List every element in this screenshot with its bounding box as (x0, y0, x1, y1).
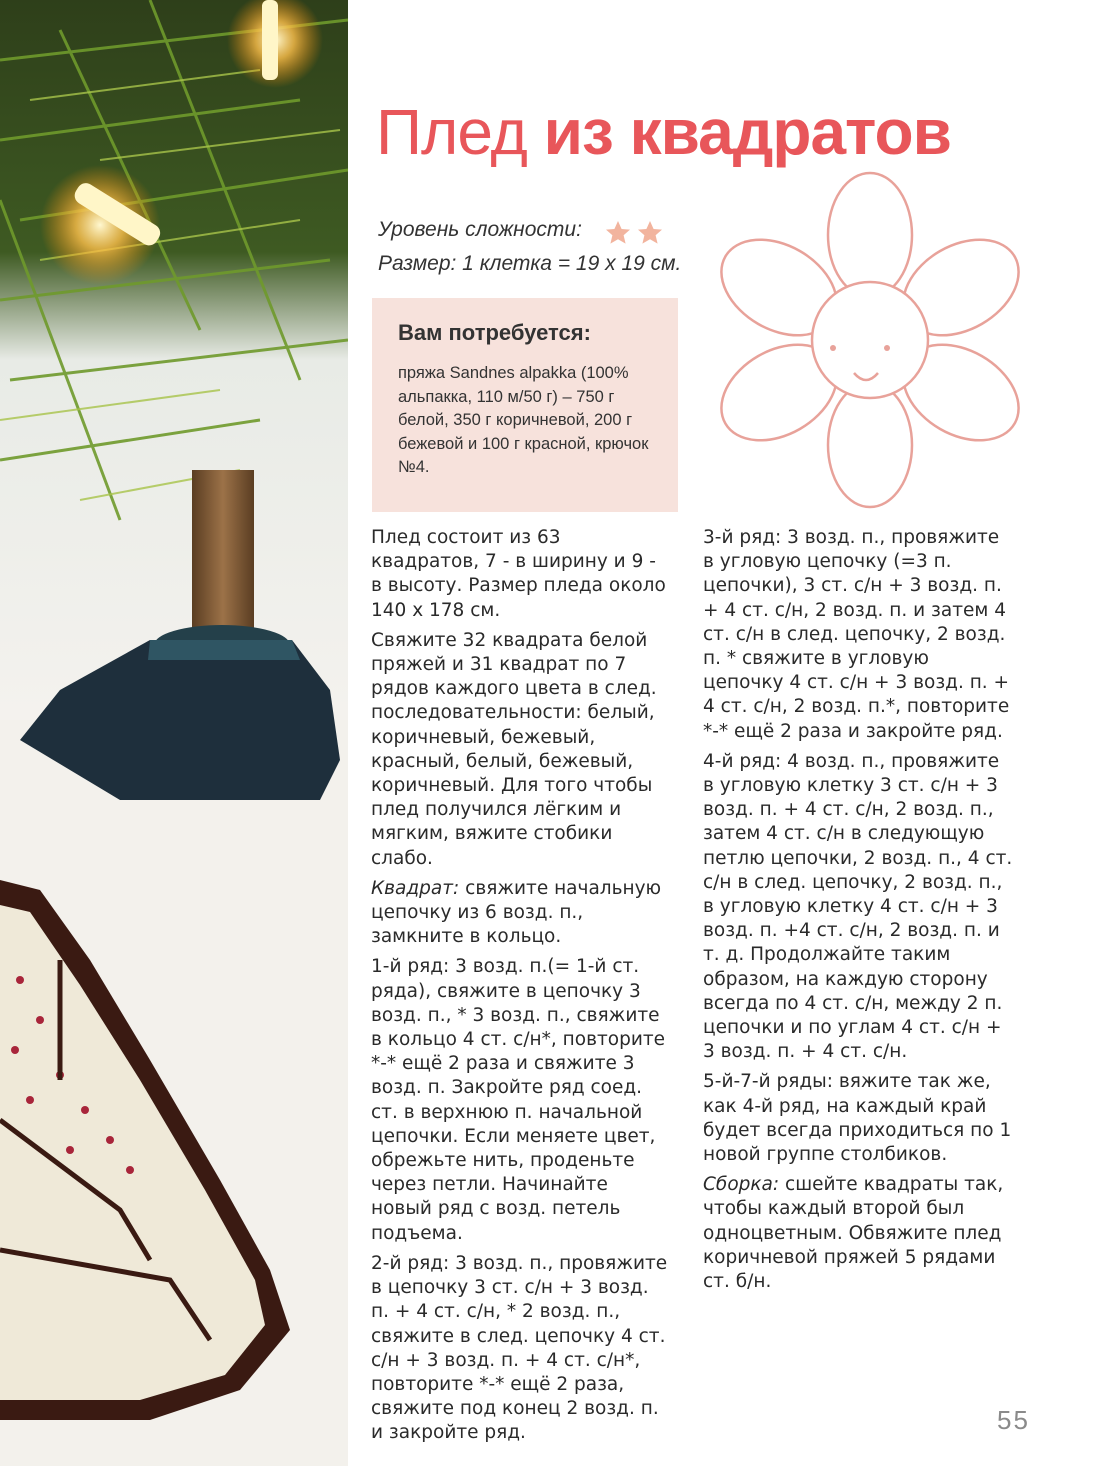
section-label: Сборка: (703, 1174, 780, 1196)
instructions-column-2 (703, 526, 1013, 1300)
materials-heading: Вам потребуется: (398, 320, 591, 345)
paragraph: 3-й ряд: 3 возд. п., провяжите в угловую цепочку (=3 п. цепочки), 3 ст. с/н + 3 возд. п. + 4 ст. с/н, 2 возд. п. и затем 4 ст. с/н в след. цепочку, 2 возд. п. * свяжите в угловую цепочку 4 ст. с/н + 3 возд. п. + 4 ст. с/н, 2 возд. п.*, повторите *-* ещё 2 раза и закройте ряд. (703, 527, 1010, 742)
paragraph (371, 877, 671, 950)
flower-illustration (690, 165, 1040, 515)
size-text: Размер: 1 клетка = 19 х 19 см. (378, 252, 682, 275)
title-part1: Плед (376, 96, 527, 168)
paragraph: Плед состоит из 63 квадратов, 7 - в ширину и 9 - в высоту. Размер пледа около 140 х 178 см. (371, 527, 666, 621)
section-label: Квадрат: (371, 877, 460, 899)
paragraph: 4-й ряд: 4 возд. п., провяжите в угловую клетку 3 ст. с/н + 3 возд. п. + 4 ст. с/н, 2 возд. п., затем 4 ст. с/н в следующую петлю цепочки, 2 возд. п., 4 ст. с/н в след. цепочку, 2 возд. п., в угловую клетку 4 ст. с/н + 3 возд. п. +4 ст. с/н, 2 возд. п. и т. д. Продолжайте таким образом, на каждую сторону всегда по 4 ст. с/н, между 2 п. цепочки и по углам 4 ст. с/н + 3 возд. п. + 4 ст. с/н. (703, 750, 1013, 1063)
difficulty-stars (604, 219, 668, 247)
paragraph (703, 1173, 1013, 1294)
star-icon (606, 221, 630, 244)
page-title (376, 96, 951, 168)
paragraph-text: сшейте квадраты так, чтобы каждый второй был одноцветным. Обвяжите плед коричневой пряжей 5 рядами ст. б/н. (703, 1174, 1004, 1293)
paragraph: 1-й ряд: 3 возд. п.(= 1-й ст. ряда), свяжите в цепочку 3 возд. п., * 3 возд. п., свяжите в кольцо 4 ст. с/н*, повторите *-* ещё 2 раза и свяжите 3 возд. п. Закройте ряд соед. ст. в верхнюю п. начальной цепочки. Если меняете цвет, обрежьте нить, проденьте через петли. Начинайте новый ряд с возд. петель подъема. (371, 956, 666, 1244)
paragraph-text: свяжите начальную цепочку из 6 возд. п., замкните в кольцо. (371, 877, 662, 948)
instructions-column-1 (371, 526, 671, 1452)
christmas-tree-photo (0, 0, 348, 1466)
materials-text: пряжа Sandnes alpakka (100% альпакка, 110 м/50 г) – 750 г белой, 350 г коричневой, 200 г бежевой и 100 г красной, крючок №4. (398, 364, 649, 476)
materials-box (372, 298, 678, 512)
paragraph: 5-й-7-й ряды: вяжите так же, как 4-й ряд, на каждый край будет всегда приходиться по 1 новой группе столбиков. (703, 1071, 1012, 1166)
paragraph: Свяжите 32 квадрата белой пряжей и 31 квадрат по 7 рядов каждого цвета в след. последовательности: белый, коричневый, бежевый, красный, белый, бежевый, коричневый. Для того чтобы плед получился лёгким и мягким, вяжите стобики слабо. (371, 629, 657, 869)
paragraph: 2-й ряд: 3 возд. п., провяжите в цепочку 3 ст. с/н + 3 возд. п. + 4 ст. с/н, * 2 возд. п., свяжите в след. цепочку 4 ст. с/н + 3 возд. п. + 4 ст. с/н*, повторите *-* ещё 2 раза, свяжите под конец 2 возд. п. и закройте ряд. (371, 1252, 668, 1444)
page-number: 55 (997, 1405, 1030, 1435)
difficulty-label: Уровень сложности: (378, 218, 582, 241)
title-part2: из квадратов (543, 96, 951, 168)
star-icon (638, 221, 662, 244)
